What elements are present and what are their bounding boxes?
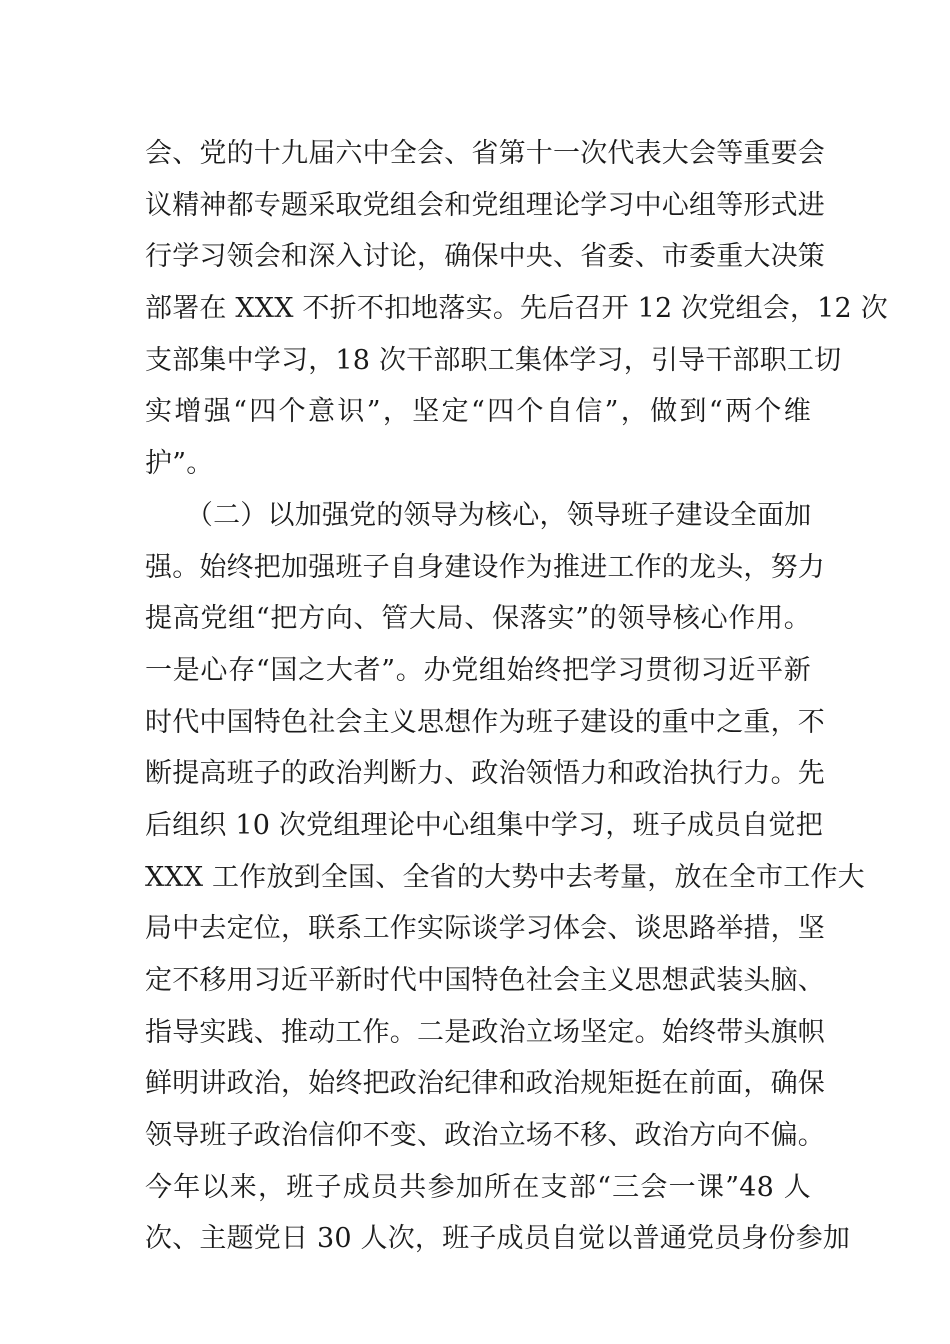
text-line: 一是心存“国之大者”。办党组始终把学习贯彻习近平新 <box>145 654 811 686</box>
text-line: 鲜明讲政治，始终把政治纪律和政治规矩挺在前面，确保 <box>145 1068 825 1100</box>
text-line: 行学习领会和深入讨论，确保中央、省委、市委重大决策 <box>145 241 825 273</box>
text-line: 议精神都专题采取党组会和党组理论学习中心组等形式进 <box>145 189 825 221</box>
text-line: 部署在 XXX 不折不扣地落实。先后召开 12 次党组会，12 次 <box>145 293 888 325</box>
section-heading-line: （二）以加强党的领导为核心，领导班子建设全面加 <box>145 499 812 531</box>
text-line: 实增强“四个意识”，坚定“四个自信”，做到“两个维 <box>145 396 811 428</box>
text-line: 局中去定位，联系工作实际谈学习体会、谈思路举措，坚 <box>145 913 825 945</box>
text-line: 护”。 <box>145 448 214 480</box>
text-line: 领导班子政治信仰不变、政治立场不移、政治方向不偏。 <box>145 1120 825 1152</box>
text-line: 支部集中学习，18 次干部职工集体学习，引导干部职工切 <box>145 344 842 376</box>
text-line: 提高党组“把方向、管大局、保落实”的领导核心作用。 <box>145 603 811 635</box>
text-line: 今年以来，班子成员共参加所在支部“三会一课”48 人 <box>145 1171 811 1203</box>
text-line: 断提高班子的政治判断力、政治领悟力和政治执行力。先 <box>145 758 825 790</box>
text-line: 时代中国特色社会主义思想作为班子建设的重中之重，不 <box>145 706 825 738</box>
text-line: 后组织 10 次党组理论中心组集中学习，班子成员自觉把 <box>145 809 823 841</box>
text-line: 定不移用习近平新时代中国特色社会主义思想武装头脑、 <box>145 965 825 996</box>
text-line: XXX 工作放到全国、全省的大势中去考量，放在全市工作大 <box>145 861 865 893</box>
text-line: 会、党的十九届六中全会、省第十一次代表大会等重要会 <box>145 138 825 169</box>
text-line: 次、主题党日 30 人次，班子成员自觉以普通党员身份参加 <box>145 1223 851 1255</box>
text-line: 指导实践、推动工作。二是政治立场坚定。始终带头旗帜 <box>145 1016 825 1048</box>
text-line: 强。始终把加强班子自身建设作为推进工作的龙头，努力 <box>145 551 825 583</box>
body-text <box>145 128 888 1265</box>
